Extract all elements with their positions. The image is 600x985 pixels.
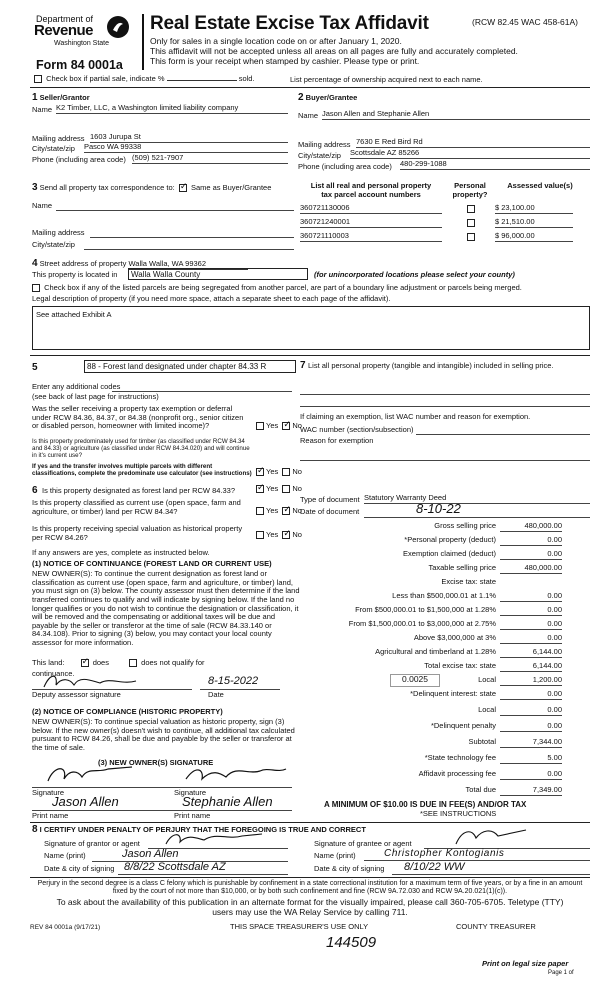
owner-print-line: [32, 810, 292, 811]
personal-deduct-field[interactable]: 0.00: [500, 536, 562, 546]
section6-number: 6: [32, 485, 38, 496]
correspondence-section-number: 3: [32, 182, 38, 193]
treasurer-stamp-number: 144509: [326, 934, 377, 951]
partial-sale-row: [32, 75, 255, 84]
historic-no-label: No: [292, 530, 302, 539]
tax-row-label: From $1,500,000.01 to $3,000,000 at 2.75%: [348, 619, 496, 628]
current-use-no-checkbox[interactable]: [282, 507, 290, 515]
correspondence-section: [32, 182, 294, 254]
partial-sale-label: Check box if partial sale, indicate %: [46, 74, 165, 83]
current-use-yes-label: Yes: [266, 506, 279, 515]
header-note-3: This form is your receipt when stamped by cashier. Please type or print.: [150, 56, 420, 66]
buyer-heading: Buyer/Grantee: [305, 93, 358, 102]
taxable-price-field[interactable]: 480,000.00: [500, 564, 562, 574]
delinquent-interest-field[interactable]: 0.00: [500, 690, 562, 700]
header-note-2: This affidavit will not be accepted unless all areas on all pages are fully and accurately completed.: [150, 46, 518, 56]
exemption-no-checkbox[interactable]: [282, 422, 290, 430]
partial-sale-checkbox[interactable]: [34, 75, 42, 83]
tier4-field[interactable]: 0.00: [500, 634, 562, 644]
grantor-signature: [162, 830, 272, 848]
current-use-question: Is this property classified as current use (open space, farm and agriculture, or timber) land per RCW 84.34?: [32, 498, 241, 516]
historic-yes-checkbox[interactable]: [256, 531, 264, 539]
grantee-name-field[interactable]: Christopher Kontogianis: [364, 848, 590, 861]
owner1-print-name[interactable]: Jason Allen: [52, 794, 119, 809]
doc-type-label: Type of document: [300, 495, 360, 504]
tech-fee-field[interactable]: 5.00: [500, 754, 562, 764]
grantor-date-field[interactable]: 8/8/22 Scottsdale AZ: [118, 861, 288, 875]
grantor-name-field[interactable]: Jason Allen: [92, 848, 288, 862]
exemption-question: Was the seller receiving a property tax exemption or deferral under RCW 84.36, 84.37, or 84.38 (nonprofit org., senior citizen or disabled person, homeowner with limited income)?: [32, 404, 244, 431]
does-qualify-checkbox[interactable]: [81, 659, 89, 667]
tax-row-label: *Personal property (deduct): [404, 535, 496, 544]
forest-question: Is this property designated as forest land per RCW 84.33?: [42, 486, 236, 495]
dept-line1: Department of: [36, 14, 94, 24]
buyer-phone-field[interactable]: 480-299-1088: [400, 160, 590, 170]
seller-city-label: City/state/zip: [32, 144, 75, 153]
treasurer-use-only: THIS SPACE TREASURER'S USE ONLY: [230, 922, 369, 931]
historic-yes-label: Yes: [266, 530, 279, 539]
owner-print-label: Print name: [32, 811, 69, 820]
personal-property-field[interactable]: [300, 394, 590, 395]
buyer-mail-field[interactable]: 7630 E Red Bird Rd: [356, 138, 590, 148]
certify-text: I CERTIFY UNDER PENALTY OF PERJURY THAT THE FOREGOING IS TRUE AND CORRECT: [39, 825, 366, 834]
same-as-buyer-label: Same as Buyer/Grantee: [190, 183, 272, 192]
historic-no-checkbox[interactable]: [282, 531, 290, 539]
current-use-yes-checkbox[interactable]: [256, 507, 264, 515]
reason-field[interactable]: [300, 460, 590, 461]
legal-description-field[interactable]: [32, 306, 590, 350]
exemption-yes-label: Yes: [266, 421, 279, 430]
seller-mail-label: Mailing address: [32, 134, 85, 143]
see-instructions-note: *SEE INSTRUCTIONS: [420, 809, 497, 818]
personal-property-checkbox[interactable]: [467, 233, 475, 241]
owner1-signature: [42, 763, 142, 787]
print-legal-note: Print on legal size paper: [482, 959, 569, 968]
buyer-name-label: Name: [298, 111, 319, 120]
corr-mail-label: Mailing address: [32, 228, 85, 237]
dept-line2: Revenue: [34, 22, 94, 39]
tax-row-label: Affidavit processing fee: [418, 769, 496, 778]
parcel-number-field[interactable]: 360721240001: [300, 218, 442, 228]
assessed-value-field[interactable]: $ 21,510.00: [495, 218, 573, 228]
delinquent-penalty-field[interactable]: 0.00: [500, 722, 562, 732]
tax-row-label: *Delinquent penalty: [430, 721, 496, 730]
timber-calculator-note: If yes and the transfer involves multiple parcels with different classifications, complete the predominate use calculator (see instructions): [32, 463, 252, 478]
same-as-buyer-checkbox[interactable]: [179, 184, 187, 192]
table-row: [300, 204, 590, 216]
does-not-qualify-checkbox[interactable]: [129, 659, 137, 667]
continuance-heading: (1) NOTICE OF CONTINUANCE (FOREST LAND OR CURRENT USE): [32, 559, 272, 568]
seller-phone-label: Phone (including area code): [32, 155, 126, 164]
partial-sale-pct-field[interactable]: [167, 80, 237, 81]
located-label: This property is located in: [32, 270, 118, 279]
total-state-field[interactable]: 6,144.00: [500, 662, 562, 672]
seller-name-label: Name: [32, 105, 53, 114]
grantee-signature: [452, 826, 532, 848]
county-treasurer-label: COUNTY TREASURER: [456, 922, 536, 931]
parcels-header-assessed: Assessed value(s): [507, 181, 573, 190]
owner2-print-label: Print name: [174, 811, 211, 820]
parcels-table: [300, 182, 590, 256]
seller-city-field[interactable]: Pasco WA 99338: [84, 143, 288, 153]
forest-yes-checkbox[interactable]: [256, 485, 264, 493]
page-number: Page 1 of: [548, 970, 574, 976]
continuance-label: continuance.: [32, 669, 75, 678]
tax-row-label: From $500,000.01 to $1,500,000 at 1.28%: [355, 605, 496, 614]
answers-note: If any answers are yes, complete as instructed below.: [32, 548, 210, 557]
seller-phone-field[interactable]: (509) 521-7907: [132, 154, 288, 164]
tax-row-label: *Delinquent interest: state: [410, 689, 496, 698]
local-label: Local: [478, 675, 496, 684]
grantor-name-label: Name (print): [44, 851, 86, 860]
corr-city-field[interactable]: [84, 249, 294, 250]
tax-row-label: Above $3,000,000 at 3%: [413, 633, 496, 642]
correspondence-label: Send all property tax correspondence to:: [39, 183, 175, 192]
grantor-date-label: Date & city of signing: [44, 864, 115, 873]
additional-codes-label: Enter any additional codes: [32, 382, 121, 391]
owner2-signature: [182, 763, 292, 787]
section7-number: 7: [300, 360, 306, 371]
corr-name-field[interactable]: [56, 210, 294, 211]
section5-number: 5: [32, 362, 38, 373]
seller-mail-field[interactable]: 1603 Jurupa St: [90, 133, 288, 143]
does-label: does: [92, 658, 109, 667]
exemption-no-label: No: [292, 421, 302, 430]
street-label: Street address of property: [39, 259, 127, 268]
deputy-sig-label: Deputy assessor signature: [32, 690, 121, 699]
personal-property-checkbox[interactable]: [467, 219, 475, 227]
exemption-claim-label: If claiming an exemption, list WAC number and reason for exemption.: [300, 412, 531, 421]
grantor-sig-label: Signature of grantor or agent: [44, 839, 140, 848]
legal-description-text: See attached Exhibit A: [36, 310, 112, 319]
total-due-field[interactable]: 7,349.00: [500, 786, 562, 796]
dor-emblem-icon: [107, 16, 129, 38]
deputy-date[interactable]: 8-15-2022: [208, 675, 259, 687]
table-row: [300, 218, 590, 230]
gross-price-field[interactable]: 480,000.00: [500, 522, 562, 532]
delinquent-local-field[interactable]: 0.00: [500, 706, 562, 716]
doc-date-field[interactable]: 8-10-22: [364, 502, 590, 518]
minimum-due-note: A MINIMUM OF $10.00 IS DUE IN FEE(S) AND/OR TAX: [324, 800, 527, 809]
tier2-field[interactable]: 0.00: [500, 606, 562, 616]
corr-mail-field[interactable]: [90, 237, 294, 238]
form-number: Form 84 0001a: [36, 58, 123, 72]
wac-label: WAC number (section/subsection): [300, 425, 414, 434]
assessed-value-field[interactable]: $ 23,100.00: [495, 204, 573, 214]
segregated-label: Check box if any of the listed parcels are being segregated from another parcel, are part of a boundary line adjustment or parcels being merged.: [44, 283, 522, 292]
use-code-select[interactable]: 88 - Forest land designated under chapter 84.33 R: [84, 360, 296, 373]
historic-text: NEW OWNER(S): To continue special valuation as historic property, sign (3) below. If the new owner(s) doesn't wish to continue, all additional tax calculated pursuant to RCW 84.26, shall be due and payable by the seller or transferor at the time of sale.: [32, 717, 295, 752]
processing-fee-field[interactable]: 0.00: [500, 770, 562, 780]
seller-heading: Seller/Grantor: [39, 93, 90, 102]
grantee-name-label: Name (print): [314, 851, 356, 860]
county-select[interactable]: Walla Walla County: [128, 268, 308, 280]
tax-row-label: Taxable selling price: [428, 563, 496, 572]
exemption-deduct-field[interactable]: 0.00: [500, 550, 562, 560]
tax-row-label: Subtotal: [468, 737, 496, 746]
tax-row-label: Exemption claimed (deduct): [403, 549, 496, 558]
tax-row-label: Total due: [465, 785, 496, 794]
tax-row-label: Agricultural and timberland at 1.28%: [375, 647, 496, 656]
dor-logo: [34, 12, 132, 56]
tax-row-label: Excise tax: state: [441, 577, 496, 586]
buyer-section-number: 2: [298, 92, 304, 103]
grantee-sig-label: Signature of grantee or agent: [314, 839, 412, 848]
tax-row-label: *State technology fee: [424, 753, 496, 762]
tax-row-label: Less than $500,000.01 at 1.1%: [392, 591, 496, 600]
rule-footer: [30, 877, 590, 878]
buyer-city-label: City/state/zip: [298, 151, 341, 160]
ownership-pct-note: List percentage of ownership acquired next to each name.: [290, 75, 483, 84]
buyer-section: [298, 92, 590, 178]
timber-yes-label: Yes: [266, 467, 279, 476]
local-tax-field[interactable]: 1,200.00: [500, 676, 562, 686]
section4-number: 4: [32, 258, 38, 269]
timber-no-checkbox[interactable]: [282, 468, 290, 476]
grantee-date-label: Date & city of signing: [314, 864, 385, 873]
parcel-number-field[interactable]: 360721130006: [300, 204, 442, 214]
owner2-signature-label: Signature: [174, 788, 207, 797]
table-row: [300, 232, 590, 244]
section8-number: 8: [32, 824, 38, 835]
owner-sig-line: [32, 787, 292, 788]
see-back-note: (see back of last page for instructions): [32, 392, 159, 401]
deputy-date-label: Date: [208, 690, 224, 699]
alt-format-notice: To ask about the availability of this publication in an alternate format for the visually impaired, please call 360-705-6705. Teletype (TTY) users may use the WA Relay Service by calling 711.: [56, 897, 564, 917]
timber-question: Is this property predominately used for timber (as classified under RCW 84.34 and 84.33) or agriculture (as classified under RCW 84.34.020) and will continue in it's current use?: [32, 438, 250, 460]
seller-section: [32, 92, 287, 166]
historic-question: Is this property receiving special valuation as historical property per RCW 84.26?: [32, 524, 243, 542]
this-land-label: This land:: [32, 658, 65, 667]
personal-property-field-2[interactable]: [300, 406, 590, 407]
unincorporated-note: (for unincorporated locations please select your county): [314, 270, 515, 279]
personal-property-checkbox[interactable]: [467, 205, 475, 213]
new-owner-sig-heading: (3) NEW OWNER(S) SIGNATURE: [98, 758, 214, 767]
buyer-city-field[interactable]: Scottsdale AZ 85266: [350, 149, 590, 159]
assessed-value-field[interactable]: $ 96,000.00: [495, 232, 573, 242]
forest-no-label: No: [292, 484, 302, 493]
perjury-notice: Perjury in the second degree is a class C felony which is punishable by confinement in a state correctional institution for a maximum term of five years, or by a fine in an amount fixed by the court of not more than $10,000, or by both such confinement and fine (RCW 9A.72.030 and RCW 9A.20.021(1)(c)).: [37, 880, 583, 896]
owner-signature-label: Signature: [32, 788, 65, 797]
rule-top: [30, 87, 590, 88]
seller-name-field[interactable]: K2 Timber, LLC, a Washington limited liability company: [56, 104, 288, 114]
doc-date-label: Date of document: [300, 507, 360, 516]
dept-line3: Washington State: [54, 40, 109, 47]
buyer-mail-label: Mailing address: [298, 140, 351, 149]
buyer-name-field[interactable]: Jason Allen and Stephanie Allen: [322, 110, 590, 120]
subtotal-field[interactable]: 7,344.00: [500, 738, 562, 748]
street-field[interactable]: Walla Walla, WA 99362: [128, 260, 248, 270]
continuance-text: NEW OWNER(S): To continue the current designation as forest land or classification as current use (open space, farm and agriculture, or timber) land, you must sign on (3) below. The county assessor must then determine if the land transferred continues to qualify and will indicate by signing below. If the land no longer qualifies or you do not wish to continue the designation or classification, it will be removed and the compensating or additional taxes will be due and payable by the seller or transferor at the time of sale (RCW 84.33.140 or 84.34.108). Prior to signing (3) below, you may contact your local county assessor for more information.: [32, 569, 300, 647]
header-divider: [142, 14, 144, 70]
grantee-date-field[interactable]: 8/10/22 WW: [392, 861, 590, 875]
parcels-header-personal: Personal property?: [452, 181, 488, 199]
forest-no-checkbox[interactable]: [282, 485, 290, 493]
rule-8: [30, 822, 590, 823]
form-rcw: (RCW 82.45 WAC 458-61A): [472, 17, 578, 27]
header-note-1: Only for sales in a single location code on or after January 1, 2020.: [150, 36, 402, 46]
agricultural-field[interactable]: 6,144.00: [500, 648, 562, 658]
buyer-phone-label: Phone (including area code): [298, 162, 392, 171]
reason-label: Reason for exemption: [300, 436, 374, 445]
seller-section-number: 1: [32, 92, 38, 103]
tax-row-label: Gross selling price: [434, 521, 496, 530]
owner2-print-name[interactable]: Stephanie Allen: [182, 794, 273, 809]
historic-heading: (2) NOTICE OF COMPLIANCE (HISTORIC PROPERTY): [32, 707, 223, 716]
current-use-no-label: No: [292, 506, 302, 515]
tier1-field[interactable]: 0.00: [500, 592, 562, 602]
does-not-label: does not qualify for: [141, 658, 205, 667]
rev-number: REV 84 0001a (9/17/21): [30, 924, 101, 931]
tax-row-label: Total excise tax: state: [424, 661, 496, 670]
tier3-field[interactable]: 0.00: [500, 620, 562, 630]
legal-label: Legal description of property (if you need more space, attach a separate sheet to each page of the affidavit).: [32, 294, 391, 303]
tax-row-label: Local: [478, 705, 496, 714]
parcels-header-numbers: List all real and personal property tax parcel account numbers: [310, 181, 432, 199]
doc-type-field[interactable]: Statutory Warranty Deed: [364, 494, 590, 504]
forest-yes-label: Yes: [266, 484, 279, 493]
local-rate-field[interactable]: 0.0025: [390, 674, 440, 687]
partial-sale-sold: sold.: [238, 74, 255, 83]
timber-no-label: No: [292, 467, 302, 476]
corr-name-label: Name: [32, 201, 53, 210]
personal-property-text: List all personal property (tangible and intangible) included in selling price.: [308, 361, 554, 370]
corr-city-label: City/state/zip: [32, 240, 75, 249]
timber-yes-checkbox[interactable]: [256, 468, 264, 476]
wac-field[interactable]: [416, 434, 590, 435]
segregated-checkbox[interactable]: [32, 284, 40, 292]
form-title: Real Estate Excise Tax Affidavit: [150, 13, 429, 34]
parcel-number-field[interactable]: 360721110003: [300, 232, 442, 242]
exemption-yes-checkbox[interactable]: [256, 422, 264, 430]
rule-mid: [30, 355, 590, 356]
